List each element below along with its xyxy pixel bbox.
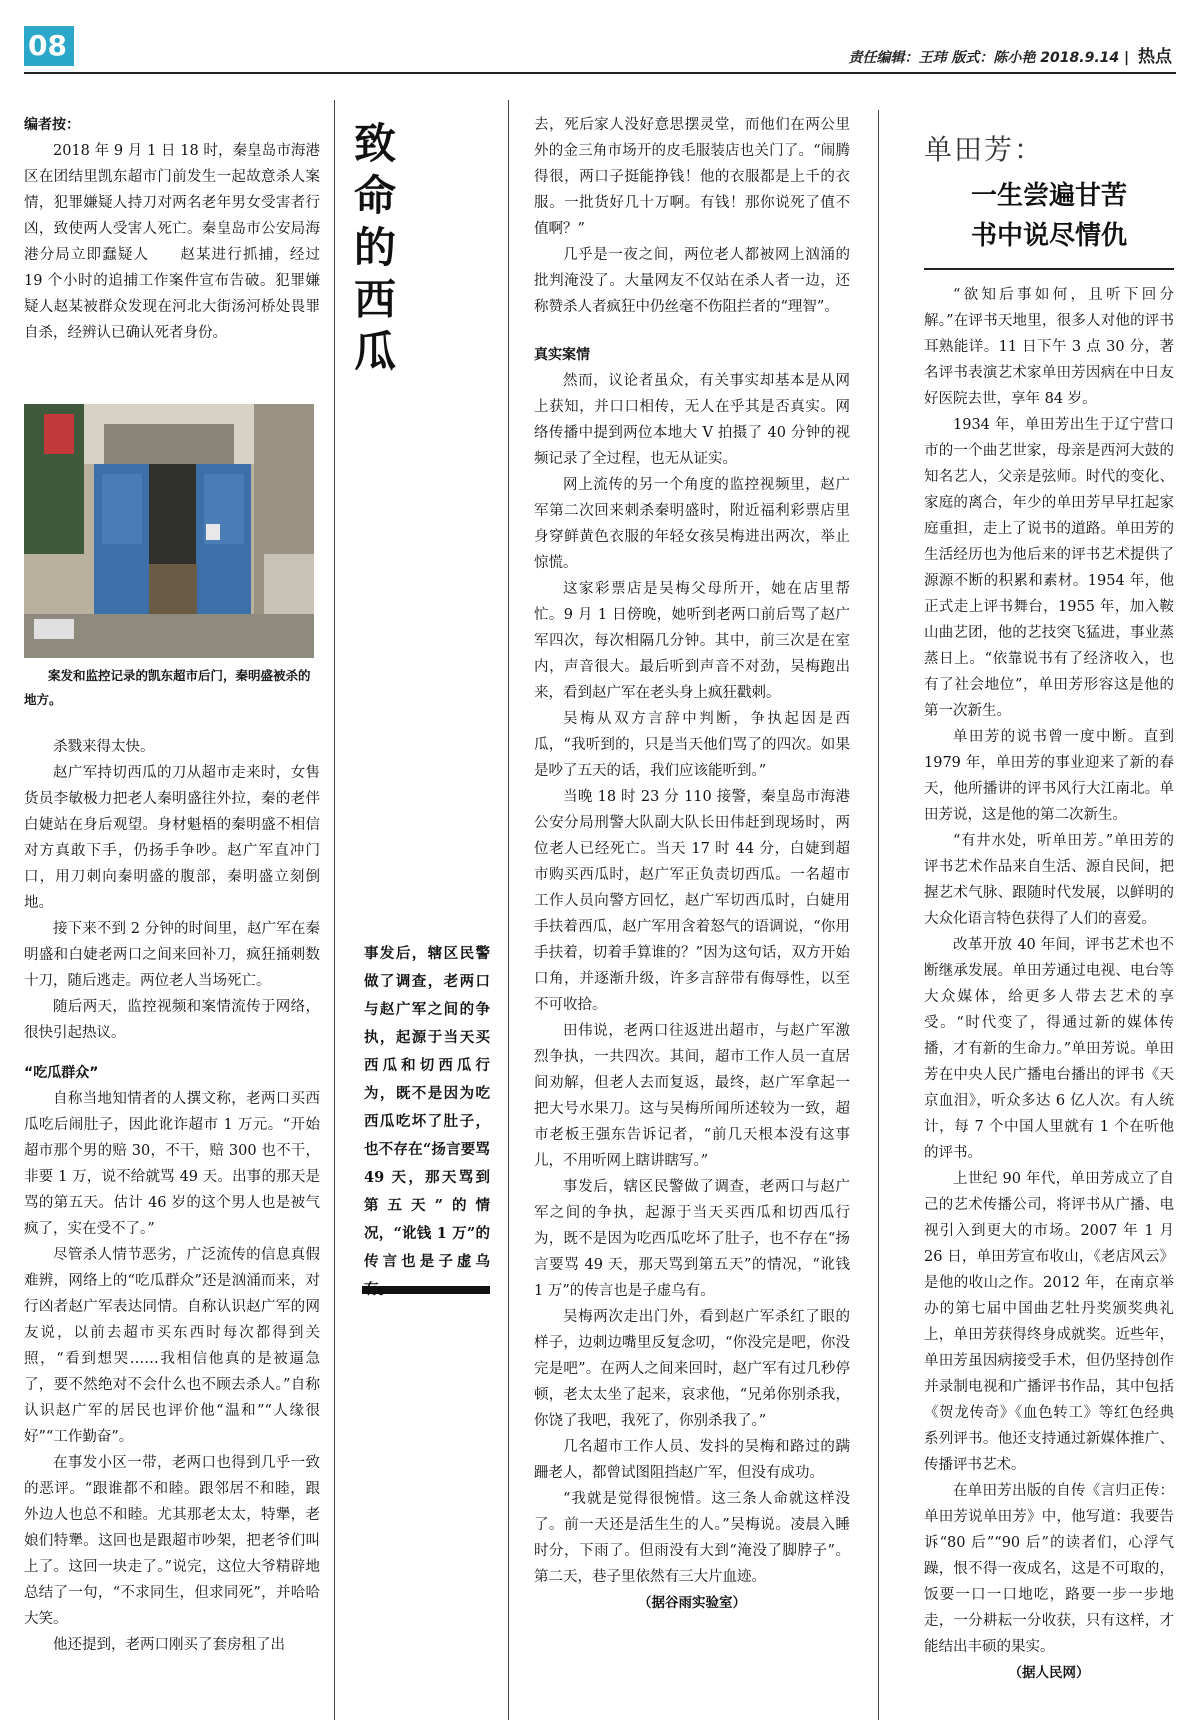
paragraph: 几名超市工作人员、发抖的吴梅和路过的蹒跚老人，都曾试图阻挡赵广军，但没有成功。 xyxy=(534,1439,850,1481)
paragraph: 自称当地知情者的人撰文称，老两口买西瓜吃后闹肚子，因此讹诈超市 1 万元。“开始超市那个男的赔 30，不干，赔 300 也不干，非要 1 万，说不给就骂 49 天。出事的那天是骂的第五天。估计 46 岁的这个男人也是被气疯了，实在受不了。” xyxy=(24,1091,320,1237)
pull-quote: 事发后，辖区民警做了调查，老两口与赵广军之间的争执，起源于当天买西瓜和切西瓜行为，既不是因为吃西瓜吃坏了肚子，也不存在“扬言要骂 49 天，那天骂到第五天”的情况，“讹钱 1 万”的传言也是子虚乌 xyxy=(364,945,490,1270)
paragraph: 随后两天，监控视频和案情流传于网络，很快引起热议。 xyxy=(24,999,320,1041)
paragraph: 网上流传的另一个角度的监控视频里，赵广军第二次回来刺杀秦明盛时，附近福利彩票店里身穿鲜黄色衣服的年轻女孩吴梅进出两次，举止惊慌。 xyxy=(534,477,850,571)
paragraph: 改革开放 40 年间，评书艺术也不断继承发展。单田芳通过电视、电台等大众媒体，给更多人带去艺术的享受。“时代变了，得通过新的媒体传播，才有新的生命力。”单田芳说。单田芳在中央人民广播电台播出的评书《天京血泪》，听众多达 6 亿人次。有人统计，每 7 个中国人里就有 1 个在听他的评书。 xyxy=(924,937,1174,1161)
article2-credit: （据人民网） xyxy=(1008,1665,1090,1681)
pull-quote-bar xyxy=(362,1286,490,1294)
paragraph: 吴梅从双方言辞中判断，争执起因是西瓜，“我听到的，只是当天他们骂了的四次。如果是吵了五天的话，我们应该能听到。” xyxy=(534,711,850,779)
paragraph: 这家彩票店是吴梅父母所开，她在店里帮忙。9 月 1 日傍晚，她听到老两口前后骂了赵广军四次，每次相隔几分钟。其中，前三次是在室内，声音很大。最后听到声音不对劲，吴梅跑出来，看到赵广军在老头身上疯狂戳刺。 xyxy=(534,581,850,701)
column-divider xyxy=(334,100,335,1720)
article2-body xyxy=(924,282,1174,1686)
paragraph: 尽管杀人情节恶劣，广泛流传的信息真假难辨，网络上的“吃瓜群众”还是汹涌而来，对行凶者赵广军表达同情。自称认识赵广军的网友说，以前去超市买东西时每次都得到关照，“看到想哭……我相信他真的是被逼急了，要不然绝对不会什么也不顾去杀人。”自称认识赵广军的居民也评价他“温和”“人缘很好”“工作勤奋”。 xyxy=(24,1247,320,1445)
paragraph: 在事发小区一带，老两口也得到几乎一致的恶评。“跟谁都不和睦。跟邻居不和睦，跟外边人也总不和睦。尤其那老太太，特犟，老娘们特犟。这回也是跟超市吵架，把老爷们叫上了。这回一块走了。”说完，这位大爷精辟地总结了一句，“不求同生，但求同死”，并哈哈大笑。 xyxy=(24,1455,320,1627)
subhead-chigua: “吃瓜群众” xyxy=(24,1065,99,1081)
header-rule xyxy=(24,72,1176,74)
paragraph: 接下来不到 2 分钟的时间里，赵广军在秦明盛和白婕老两口之间来回补刀，疯狂捅刺数十刀，随后逃走。两位老人当场死亡。 xyxy=(24,921,320,989)
paragraph: 他还提到，老两口刚买了套房租了出 xyxy=(53,1637,285,1653)
photo-caption: 案发和监控记录的凯东超市后门，秦明盛被杀的地方。 xyxy=(24,668,311,707)
editor-note xyxy=(24,112,320,346)
column-divider xyxy=(508,100,509,1720)
column-divider xyxy=(878,110,879,1720)
article1-title: 致 命 的 西 瓜 xyxy=(353,119,396,376)
paragraph: “我就是觉得很惋惜。这三条人命就这样没了。前一天还是活生生的人。”吴梅说。凌晨入睡时分，下雨了。但雨没有大到“淹没了脚脖子”。第二天，巷子里依然有三大片血迹。 xyxy=(534,1491,850,1585)
layout-credit: 版式：陈小艳 xyxy=(951,50,1036,66)
paragraph: 田伟说，老两口往返进出超市，与赵广军激烈争执，一共四次。其间，超市工作人员一直居间劝解，但老人去而复返，最终，赵广军拿起一把大号水果刀。这与吴梅所闻所述较为一致，超市老板王强东告诉记者，“前几天根本没有这事儿，不用听网上瞎讲瞎写。” xyxy=(534,1023,850,1169)
article2-subtitle: 一生尝遍甘苦 书中说尽情仇 xyxy=(970,181,1127,251)
paragraph: 吴梅两次走出门外，看到赵广军杀红了眼的样子，边刺边嘴里反复念叨，“你没完是吧，你没完是吧”。在两人之间来回时，赵广军有过几秒停顿，老太太坐了起来，哀求他，“兄弟你别杀我，你饶了我吧，我死了，你别杀我了。” xyxy=(534,1309,850,1429)
page-number: 08 xyxy=(24,26,74,66)
subhead-truth: 真实案情 xyxy=(534,347,590,363)
paragraph: 当晚 18 时 23 分 110 接警，秦皇岛市海港公安分局刑警大队副大队长田伟赶到现场时，两位老人已经死亡。当天 17 时 44 分，白婕到超市购买西瓜时，赵广军正负责切西瓜。一名超市工作人员向警方回忆，赵广军切西瓜时，白婕用手扶着西瓜，赵广军用含着怒气的语调说，“你用手扶着，切着手算谁的？”因为这句话，双方开始口角，并逐渐升级，许多言辞带有侮辱性，以至不可收拾。 xyxy=(534,789,850,1013)
article1-col1 xyxy=(24,734,320,1658)
paragraph: 在单田芳出版的自传《言归正传：单田芳说单田芳》中，他写道：我要告诉“80 后”“90 后”的读者们，心浮气躁，恨不得一夜成名，这是不可取的，饭要一口一口地吃，路要一步一步地走，一分耕耘一分收获，只有这样，才能结出丰硕的果实。 xyxy=(924,1483,1174,1655)
paragraph: “欲知后事如何，且听下回分解。”在评书天地里，很多人对他的评书耳熟能详。11 日下午 3 点 30 分，著名评书表演艺术家单田芳因病在中日友好医院去世，享年 84 岁。 xyxy=(924,287,1174,407)
editor-credit: 责任编辑：王玮 xyxy=(848,50,947,66)
paragraph: 赵广军持切西瓜的刀从超市走来时，女售货员李敏极力把老人秦明盛往外拉，秦的老伴白婕站在身后观望。身材魁梧的秦明盛不相信对方真敢下手，仍扬手争吵。赵广军直冲门口，用刀刺向秦明盛的腹部，秦明盛立刻倒地。 xyxy=(24,765,320,911)
editor-note-label: 编者按： xyxy=(24,117,80,133)
issue-date: 2018.9.14 xyxy=(1040,50,1120,66)
article2-rule xyxy=(924,268,1174,270)
paragraph: 上世纪 90 年代，单田芳成立了自己的艺术传播公司，将评书从广播、电视引入到更大的市场。2007 年 1 月 26 日，单田芳宣布收山，《老店风云》是他的收山之作。2012 年，在南京举办的第七届中国曲艺牡丹奖颁奖典礼上，单田芳获得终身成就奖。近些年，单田芳虽因病接受手术，但仍坚持创作并录制电视和广播评书作品，其中包括《贺龙传奇》《血色转工》等红色经典系列评书。他还支持通过新媒体推广、传播评书艺术。 xyxy=(924,1171,1174,1473)
paragraph: 杀戮来得太快。 xyxy=(53,739,155,755)
paragraph: 1934 年，单田芳出生于辽宁营口市的一个曲艺世家，母亲是西河大鼓的知名艺人，父亲是弦师。时代的变化、家庭的离合，年少的单田芳早早扛起家庭重担，走上了说书的道路。单田芳的生活经历也为他后来的评书艺术提供了源源不断的积累和素材。1954 年，他正式走上评书舞台，1955 年，加入鞍山曲艺团，他的艺技突飞猛进，事业蒸蒸日上。“依靠说书有了经济收入，也有了社会地位”，单田芳形容这是他的第一次新生。 xyxy=(924,417,1174,719)
paragraph: 几乎是一夜之间，两位老人都被网上汹涌的批判淹没了。大量网友不仅站在杀人者一边，还称赞杀人者疯狂中仍丝毫不伤阻拦者的“理智”。 xyxy=(534,247,850,315)
paragraph: “有井水处，听单田芳。”单田芳的评书艺术作品来自生活、源自民间，把握艺术气脉、跟随时代发展，以鲜明的大众化语言特色获得了人们的喜爱。 xyxy=(924,833,1174,927)
section-name: 热点 xyxy=(1138,47,1172,67)
photo-store-backdoor xyxy=(24,404,314,658)
header-info: 责任编辑：王玮 版式：陈小艳 2018.9.14 | 热点 xyxy=(848,47,1172,67)
article1-credit: （据谷雨实验室） xyxy=(638,1595,746,1611)
article1-col2 xyxy=(534,112,850,1616)
news-photo xyxy=(24,404,314,658)
paragraph: 单田芳的说书曾一度中断。直到 1979 年，单田芳的事业迎来了新的春天，他所播讲的评书风行大江南北。单田芳说，这是他的第二次新生。 xyxy=(924,729,1174,823)
editor-note-text: 2018 年 9 月 1 日 18 时，秦皇岛市海港区在团结里凯东超市门前发生一起故意杀人案情，犯罪嫌疑人持刀对两名老年男女受害者行凶，致使两人受害人死亡。秦皇岛市公安局海港分局立即蠢疑人 赵某进行抓捕，经过 19 个小时的追捕工作案件宣布告破。犯罪嫌疑人赵某被群众发现在河北大街汤河桥处畏罪自杀，经辨认已确认死者身份。 xyxy=(24,143,320,341)
paragraph: 事发后，辖区民警做了调查，老两口与赵广军之间的争执，起源于当天买西瓜和切西瓜行为，既不是因为吃西瓜吃坏了肚子，也不存在“扬言要骂 49 天，那天骂到第五天”的情况，“讹钱 1 万”的传言也是子虚乌有。 xyxy=(534,1179,850,1299)
paragraph: 去，死后家人没好意思摆灵堂，而他们在两公里外的金三角市场开的皮毛服装店也关门了。“闹腾得很，两口子挺能挣钱！他的衣服都是上千的衣服。一批货好几十万啊。有钱！那你说死了值不值啊？” xyxy=(534,117,850,237)
paragraph: 然而，议论者虽众，有关事实却基本是从网上获知，并口口相传，无人在乎其是否真实。网络传播中提到两位本地大 V 拍摄了 40 分钟的视频记录了全过程，也无从证实。 xyxy=(534,373,850,467)
article2-name: 单田芳： xyxy=(924,133,1045,166)
